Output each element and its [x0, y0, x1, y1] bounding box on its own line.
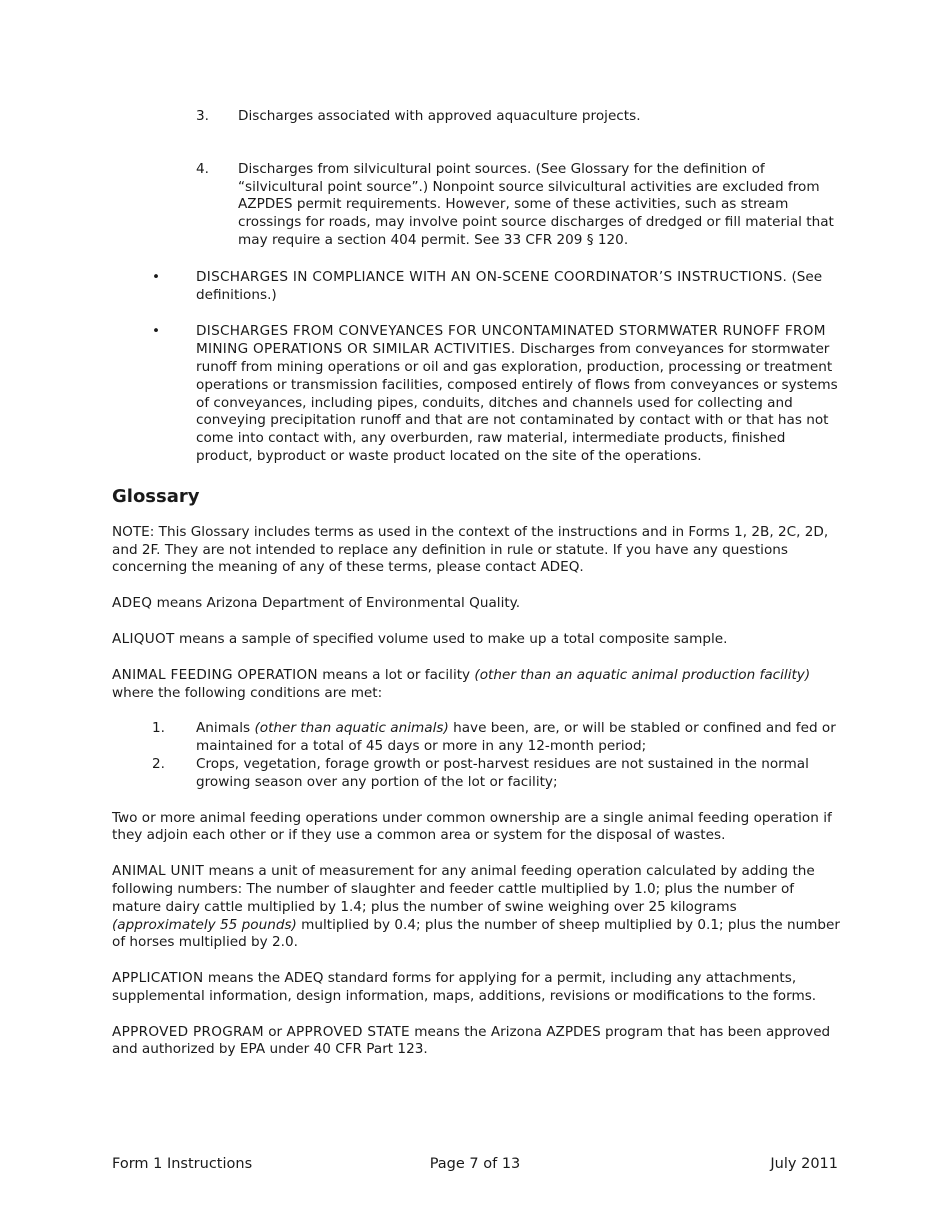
definition-animal-unit	[112, 863, 840, 952]
definition-text: means the Arizona AZPDES program that has been approved and authorized by EPA under 40 CFR Part 123.	[112, 1023, 831, 1058]
glossary-note: NOTE: This Glossary includes terms as used in the context of the instructions and in Forms 1, 2B, 2C, 2D, and 2F. They are not intended to replace any definition in rule or statute. If you have any questions concerning the meaning of any of these terms, please contact ADEQ.	[112, 523, 829, 576]
bullet-heading: DISCHARGES FROM CONVEYANCES FOR UNCONTAMINATED STORMWATER RUNOFF FROM MINING OPERATIONS OR SIMILAR ACTIVITIES.	[196, 323, 826, 358]
definition-text: multiplied by 0.4; plus the number of sheep multiplied by 0.1; plus the number of horses multiplied by 2.0.	[112, 916, 841, 951]
bullet-icon: •	[152, 323, 161, 340]
term: APPROVED STATE	[286, 1023, 410, 1040]
bullet-body: Discharges from conveyances for stormwater runoff from mining operations or oil and gas exploration, production, processing or treatment operations or transmission facilities, composed entirely of flows from conveyances or systems of conveyances, including pipes, conduits, ditches and channels used for collecting and conveying precipitation runoff and that are not contaminated by contact with or that has not come into contact with, any overburden, raw material, intermediate products, finished product, byproduct or waste product located on the site of the operations.	[196, 341, 838, 464]
list-number: 2.	[152, 755, 165, 772]
list-item-text: Discharges from silvicultural point sources. (See Glossary for the definition of “silvicultural point source”.) Nonpoint source silvicultural activities are excluded from AZPDES permit requirements. However, some of these activities, such as stream crossings for roads, may involve point source discharges of dredged or fill material that may require a section 404 permit. See 33 CFR 209 § 120.	[238, 160, 834, 248]
definition-text: means Arizona Department of Environmental Quality.	[152, 595, 521, 612]
definition-text: means the ADEQ standard forms for applying for a permit, including any attachments, supplemental information, design information, maps, additions, revisions or modifications to the forms.	[112, 970, 817, 1004]
definition-text: means a sample of specified volume used to make up a total composite sample.	[174, 630, 728, 647]
definition-aliquot	[112, 631, 840, 649]
definition-italic: (other than an aquatic animal production facility)	[474, 666, 811, 683]
list-item	[112, 756, 840, 792]
afo-conditions-list	[112, 720, 840, 791]
term: APPROVED PROGRAM	[112, 1023, 264, 1040]
bullet-icon: •	[152, 268, 161, 285]
list-item-3	[112, 108, 840, 126]
bullet-body: (See definitions.)	[196, 268, 823, 303]
definition-text: or	[263, 1023, 287, 1040]
list-number: 3.	[196, 108, 209, 124]
footer-date: July 2011	[770, 1156, 838, 1172]
definition-animal-feeding-operation	[112, 667, 840, 703]
list-item-text: Animals (other than aquatic animals) have been, are, or will be stabled or confined and fed or maintained for a total of 45 days or more in any 12-month period;	[196, 720, 836, 755]
definition-approved-program	[112, 1024, 840, 1060]
glossary-heading: Glossary	[112, 485, 200, 507]
list-item-text: Crops, vegetation, forage growth or post-harvest residues are not sustained in the normal growing season over any portion of the lot or facility;	[196, 755, 809, 790]
bullet-item-stormwater	[112, 323, 840, 465]
definition-text: means a lot or facility	[317, 666, 475, 683]
term: ANIMAL UNIT	[112, 863, 205, 880]
list-item-4	[112, 161, 840, 250]
footer-page-number: Page 7 of 13	[429, 1156, 521, 1172]
definition-application	[112, 970, 840, 1006]
bullet-text	[196, 269, 840, 305]
definition-adeq	[112, 595, 840, 613]
term: APPLICATION	[112, 970, 204, 987]
footer-form-name: Form 1 Instructions	[112, 1156, 253, 1172]
bullet-item-on-scene	[112, 269, 840, 305]
list-item	[112, 720, 840, 756]
list-number: 4.	[196, 160, 209, 177]
bullet-text	[196, 323, 840, 465]
afo-note: Two or more animal feeding operations under common ownership are a single animal feeding operation if they adjoin each other or if they use a common area or system for the disposal of wastes.	[112, 809, 832, 844]
list-item-text: Discharges associated with approved aquaculture projects.	[238, 108, 641, 124]
bullet-heading: DISCHARGES IN COMPLIANCE WITH AN ON-SCENE COORDINATOR’S INSTRUCTIONS.	[196, 268, 788, 285]
definition-italic: (approximately 55 pounds)	[112, 916, 297, 933]
term: ALIQUOT	[112, 630, 175, 647]
document-body	[112, 108, 840, 1059]
term: ANIMAL FEEDING OPERATION	[112, 666, 318, 683]
definition-text: where the following conditions are met:	[112, 684, 383, 701]
definition-text: means a unit of measurement for any animal feeding operation calculated by adding the following numbers: The number of slaughter and feeder cattle multiplied by 1.0; plus the number of mature dairy cattle multiplied by 1.4; plus the number of swine weighing over 25 kilograms	[112, 863, 815, 915]
term: ADEQ	[112, 595, 153, 612]
list-number: 1.	[152, 720, 165, 737]
